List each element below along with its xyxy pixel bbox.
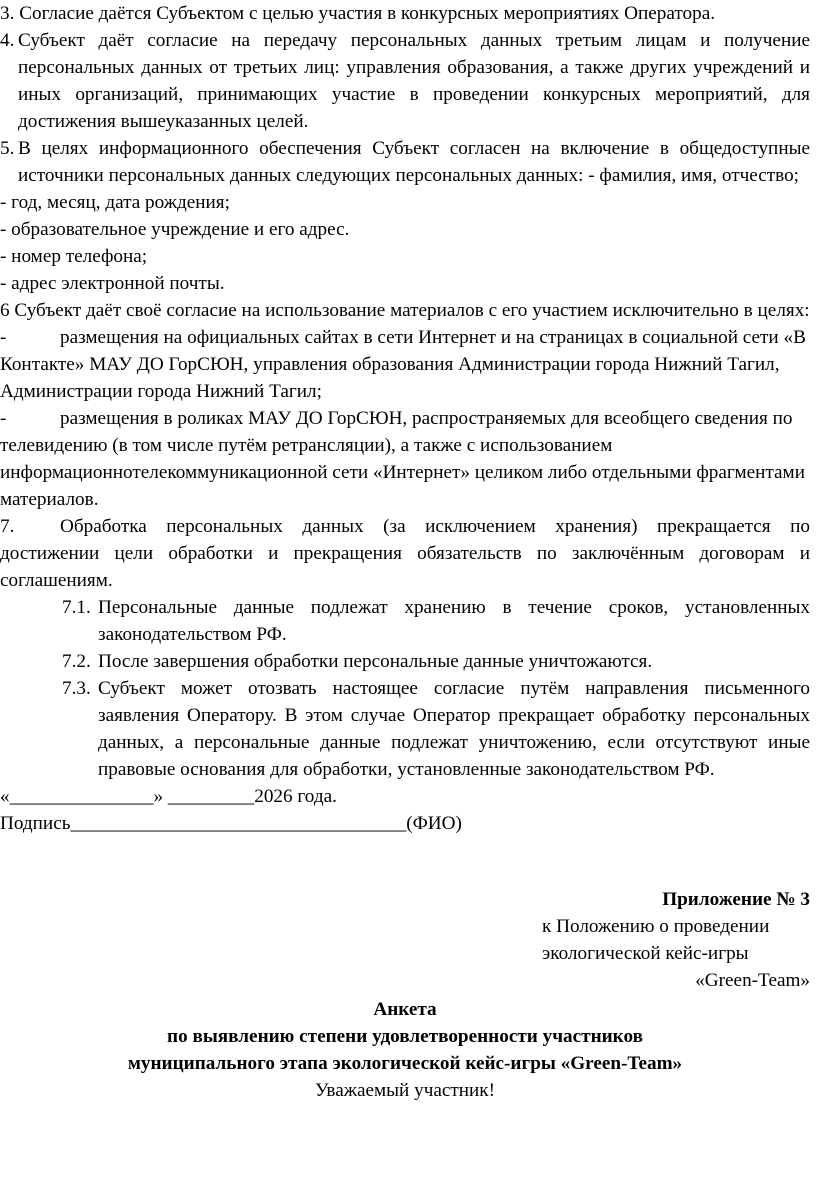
item-text: Субъект даёт согласие на передачу персональных данных третьим лицам и получение персональных данных от третьих лиц: управления образования, а также других учреждений и иных организаций, принимающих участие в проведении конкурсных мероприятий, для достижения вышеуказанных целей. xyxy=(18,30,810,132)
item6-bullet xyxy=(0,324,810,405)
list-item: - образовательное учреждение и его адрес. xyxy=(0,219,350,240)
survey-header xyxy=(0,996,810,1104)
subitem-text: После завершения обработки персональные данные уничтожаются. xyxy=(98,651,653,672)
appendix-line: экологической кейс-игры xyxy=(542,943,749,964)
bullet-text: размещения на официальных сайтах в сети Интернет и на страницах в социальной сети «В Контакте» МАУ ДО ГорСЮН, управления образования Администрации города Нижний Тагил, Администрации города Нижний Тагил; xyxy=(0,327,806,402)
subitem-number: 7.3. xyxy=(62,678,91,699)
item-text: Обработка персональных данных (за исключением хранения) прекращается по достижении цели обработки и прекращения обязательств по заключённым договорам и соглашениям. xyxy=(0,516,810,591)
consent-item-5 xyxy=(0,135,810,189)
item-number: 3. xyxy=(0,3,15,24)
subitem-7-1 xyxy=(0,594,810,648)
month-blank: _________ xyxy=(167,786,255,807)
dash-bullet: - xyxy=(0,327,7,348)
list-item: - адрес электронной почты. xyxy=(0,273,225,294)
item-text: В целях информационного обеспечения Субъект согласен на включение в общедоступные источники персональных данных следующих персональных данных: - фамилия, имя, отчество; xyxy=(18,138,810,186)
survey-subtitle: муниципального этапа экологической кейс-игры «Green-Team» xyxy=(127,1053,683,1074)
date-line xyxy=(0,783,810,810)
survey-greeting: Уважаемый участник! xyxy=(314,1080,496,1101)
date-close-quote: » xyxy=(153,786,164,807)
survey-title: Анкета xyxy=(373,999,437,1020)
list-item: - номер телефона; xyxy=(0,246,148,267)
subitem-text: Персональные данные подлежат хранению в течение сроков, установленных законодательством РФ. xyxy=(98,597,810,645)
item6-bullet xyxy=(0,405,810,513)
signature-label: Подпись xyxy=(0,813,71,834)
date-open-quote: « xyxy=(0,786,10,807)
item-number: 5. xyxy=(0,138,15,159)
list-item: - год, месяц, дата рождения; xyxy=(0,192,230,213)
appendix-header xyxy=(0,886,810,994)
dash-bullet: - xyxy=(0,408,7,429)
signature-blank: ___________________________________ xyxy=(70,813,407,834)
survey-subtitle: по выявлению степени удовлетворенности участников xyxy=(167,1026,643,1047)
signature-line xyxy=(0,810,810,837)
item-text: Согласие даётся Субъектом с целью участия в конкурсных мероприятиях Оператора. xyxy=(19,3,716,24)
subitem-7-3 xyxy=(0,675,810,783)
appendix-line: к Положению о проведении xyxy=(542,916,770,937)
bullet-text: размещения в роликах МАУ ДО ГорСЮН, распространяемых для всеобщего сведения по телевидению (в том числе путём ретрансляции), а также с использованием информационнотелекоммуникационной сети «Интернет» целиком либо отдельными фрагментами материалов. xyxy=(0,408,805,510)
consent-item-6: 6 Субъект даёт своё согласие на использование материалов с его участием исключительно в целях: xyxy=(0,300,810,321)
consent-item-4 xyxy=(0,27,810,135)
subitem-number: 7.2. xyxy=(62,651,91,672)
subitem-number: 7.1. xyxy=(62,597,91,618)
appendix-title: Приложение № 3 xyxy=(662,889,810,910)
consent-item-7 xyxy=(0,513,810,594)
year-text: 2026 года. xyxy=(254,786,337,807)
subitem-7-2 xyxy=(0,648,810,675)
consent-item-3 xyxy=(0,0,810,27)
fio-label: (ФИО) xyxy=(406,813,462,834)
item-number: 4. xyxy=(0,30,15,51)
subitem-text: Субъект может отозвать настоящее согласие путём направления письменного заявления Оператору. В этом случае Оператор прекращает обработку персональных данных, а персональные данные подлежат уничтожению, если отсутствуют иные правовые основания для обработки, установленные законодательством РФ. xyxy=(98,678,810,780)
item-number: 7. xyxy=(0,516,15,537)
day-blank: _______________ xyxy=(9,786,154,807)
appendix-line: «Green-Team» xyxy=(695,970,810,991)
